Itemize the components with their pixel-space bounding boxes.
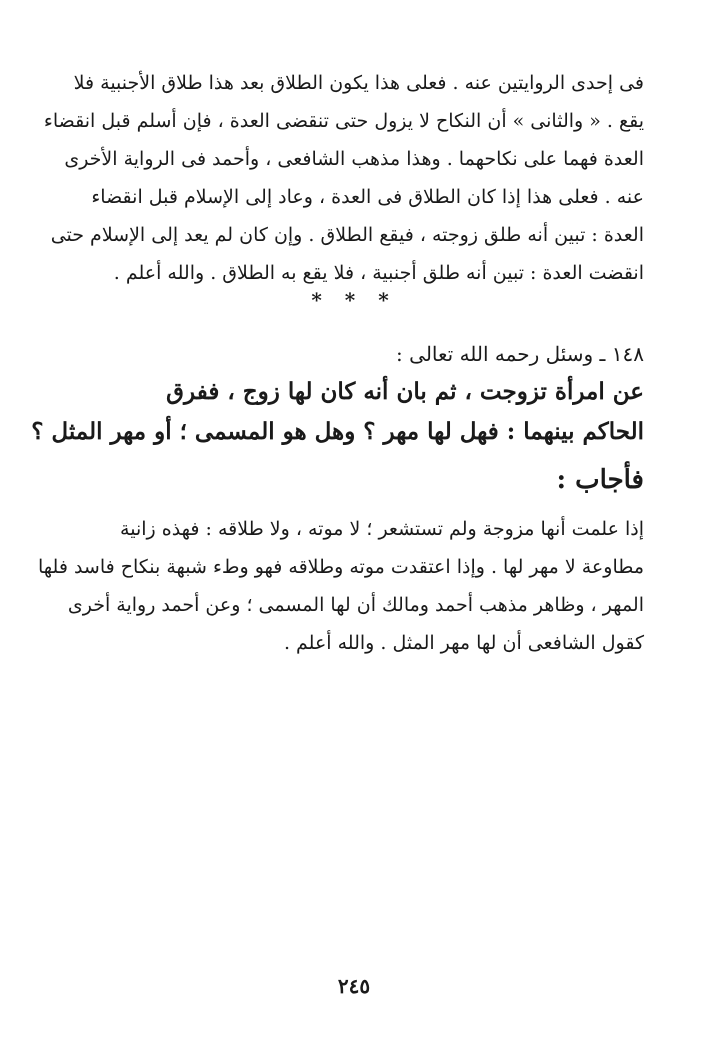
text-line: انقضت العدة : تبين أنه طلق أجنبية ، فلا يقع به الطلاق . والله أعلم . (113, 262, 644, 284)
text-line: يقع . « والثانى » أن النكاح لا يزول حتى تنقضى العدة ، فإن أسلم قبل انقضاء (43, 110, 644, 132)
paragraph-previous-ruling (43, 64, 644, 292)
text-line: عنه . فعلى هذا إذا كان الطلاق فى العدة ، وعاد إلى الإسلام قبل انقضاء (91, 186, 644, 208)
question-number-line: ١٤٨ ـ وسئل رحمه الله تعالى : (396, 342, 644, 366)
text-line: العدة فهما على نكاحهما . وهذا مذهب الشافعى ، وأحمد فى الرواية الأخرى (64, 148, 644, 170)
answer-label (104, 458, 644, 502)
question-line: عن امرأة تزوجت ، ثم بان أنه كان لها زوج ، ففرق (166, 378, 644, 405)
text-line: مطاوعة لا مهر لها . وإذا اعتقدت موته وطلاقه فهو وطء شبهة بنكاح فاسد فلها (37, 556, 644, 578)
question-heading (104, 336, 644, 372)
text-line: فى إحدى الروايتين عنه . فعلى هذا يكون الطلاق بعد هذا طلاق الأجنبية فلا (73, 72, 644, 94)
paragraph-answer (37, 510, 644, 662)
text-line: إذا علمت أنها مزوجة ولم تستشعر ؛ لا موته ، ولا طلاقه : فهذه زانية (120, 518, 644, 540)
text-line: كقول الشافعى أن لها مهر المثل . والله أعلم . (283, 632, 644, 654)
question-text (31, 372, 644, 452)
text-line: المهر ، وظاهر مذهب أحمد ومالك أن لها المسمى ؛ وعن أحمد رواية أخرى (67, 594, 644, 616)
page-number: ٢٤٥ (337, 974, 371, 998)
answer-label-text: فأجاب : (556, 465, 644, 495)
section-separator: * * * (311, 288, 397, 312)
question-line: الحاكم بينهما : فهل لها مهر ؟ وهل هو المسمى ؛ أو مهر المثل ؟ (31, 418, 644, 445)
text-line: العدة : تبين أنه طلق زوجته ، فيقع الطلاق . وإن كان لم يعد إلى الإسلام حتى (50, 224, 644, 246)
